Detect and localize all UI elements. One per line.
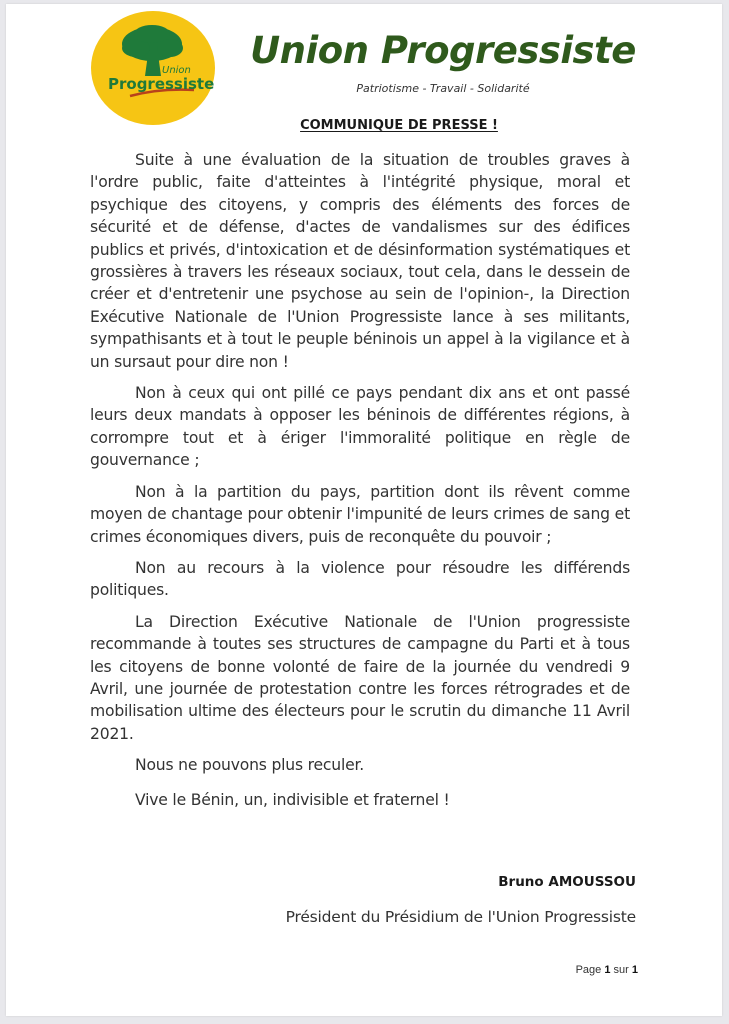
page-total: 1: [631, 964, 638, 976]
document-heading: [6, 118, 722, 133]
organization-motto: Patriotisme - Travail - Solidarité: [356, 82, 530, 95]
paragraph-no-partition: Non à la partition du pays, partition dont ils rêvent comme moyen de chantage pour obtenir l'impunité de leurs crimes de sang et crimes économiques divers, puis de reconquête du pouvoir ;: [90, 482, 630, 546]
signatory-role: Président du Présidium de l'Union Progressiste: [285, 908, 636, 926]
paragraph-no-retreat: Nous ne pouvons plus reculer.: [135, 756, 365, 775]
svg-text:Union: Union: [162, 65, 191, 76]
paragraph-no-violence: Non au recours à la violence pour résoudre les différends politiques.: [90, 558, 630, 600]
svg-text:Progressiste: Progressiste: [108, 75, 215, 93]
page-separator: sur: [613, 964, 629, 976]
paragraph-intro: Suite à une évaluation de la situation de troubles graves à l'ordre public, faite d'atteintes à l'intégrité physique, moral et psychique des citoyens, y compris des éléments des forces de sécurité et de défense, d'actes de vandalismes sur des édifices publics et privés, d'intoxication et de désinformation systématiques et grossières à travers les réseaux sociaux, tout cela, dans le dessein de créer et d'entretenir une psychose au sein de l'opinion-, la Direction Exécutive Nationale de l'Union Progressiste lance à ses militants, sympathisants et à tout le peuple béninois un appel à la vigilance et à un sursaut pour dire non !: [90, 151, 630, 371]
page-number: [6, 964, 638, 976]
paragraph-vive-benin: Vive le Bénin, un, indivisible et fraternel !: [135, 790, 450, 809]
paragraph-no-pillage: Non à ceux qui ont pillé ce pays pendant dix ans et ont passé leurs deux mandats à opposer les béninois de différentes régions, à corrompre tout et à ériger l'immoralité politique en règle de gouvernance ;: [90, 384, 630, 470]
document-page: [6, 4, 722, 1016]
page-current: 1: [604, 964, 611, 976]
paragraph-recommendation: La Direction Exécutive Nationale de l'Union progressiste recommande à toutes ses structures de campagne du Parti et à tous les citoyens de bonne volonté de faire de la journée du vendredi 9 Avril, une journée de protestation contre les forces rétrogrades et de mobilisation ultime des électeurs pour le scrutin du dimanche 11 Avril 2021.: [90, 612, 630, 743]
heading-text: COMMUNIQUE DE PRESSE !: [300, 118, 498, 133]
document-body: [90, 149, 630, 823]
page-word: Page: [575, 964, 602, 976]
tree-logo-icon: [90, 10, 216, 126]
party-logo: [90, 10, 216, 126]
signatory-name: Bruno AMOUSSOU: [498, 874, 636, 890]
organization-title: Union Progressiste: [250, 29, 636, 72]
